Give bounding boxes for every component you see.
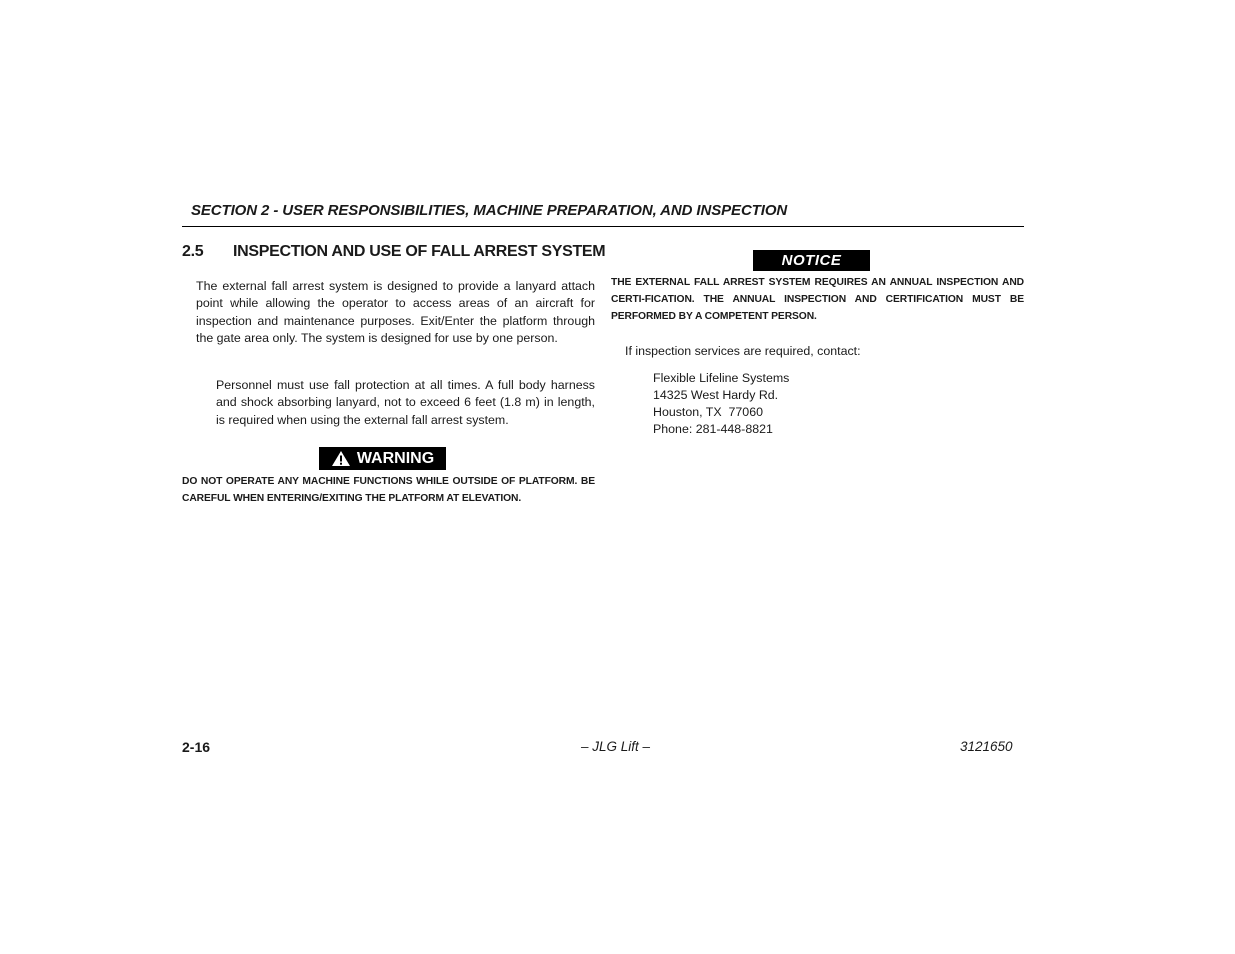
section-heading-title: INSPECTION AND USE OF FALL ARREST SYSTEM bbox=[233, 243, 606, 260]
intro-paragraph: The external fall arrest system is designed to provide a lanyard attach point while allowing the operator to access areas of an aircraft for inspection and maintenance purposes. Exit/Enter the platform through the gate area only. The system is designed for use by one person. bbox=[196, 279, 595, 345]
notice-label bbox=[753, 250, 870, 271]
section-title: SECTION 2 - USER RESPONSIBILITIES, MACHINE PREPARATION, AND INSPECTION bbox=[191, 202, 788, 219]
warning-label-text: WARNING bbox=[356, 449, 435, 467]
contact-company: Flexible Lifeline Systems bbox=[653, 371, 790, 385]
footer-doc-number: 3121650 bbox=[960, 739, 1013, 754]
notice-label-text: NOTICE bbox=[781, 252, 842, 269]
fall-protection-paragraph: Personnel must use fall protection at all times. A full body harness and shock absorbing lanyard, not to exceed 6 feet (1.8 m) in length, is required when using the external fall arrest system. bbox=[216, 378, 595, 427]
contact-intro: If inspection services are required, contact: bbox=[625, 344, 861, 358]
warning-triangle-icon bbox=[331, 450, 351, 467]
warning-label bbox=[319, 447, 446, 470]
warning-text: DO NOT OPERATE ANY MACHINE FUNCTIONS WHILE OUTSIDE OF PLATFORM. BE CAREFUL WHEN ENTERING/EXITING THE PLATFORM AT ELEVATION. bbox=[182, 476, 595, 505]
header-rule bbox=[182, 226, 1024, 227]
notice-text: THE EXTERNAL FALL ARREST SYSTEM REQUIRES AN ANNUAL INSPECTION AND CERTI-FICATION. THE ANNUAL INSPECTION AND CERTIFICATION MUST BE PERFORMED BY A COMPETENT PERSON. bbox=[611, 277, 1024, 323]
section-number: 2.5 bbox=[182, 243, 204, 260]
contact-street: 14325 West Hardy Rd. bbox=[653, 388, 779, 402]
contact-city: Houston, TX 77060 bbox=[653, 405, 763, 419]
footer-page-number: 2-16 bbox=[182, 739, 211, 755]
footer-center-title: – JLG Lift – bbox=[581, 739, 651, 754]
contact-phone: Phone: 281-448-8821 bbox=[653, 422, 773, 436]
section-heading bbox=[182, 243, 605, 261]
contact-address bbox=[653, 370, 789, 438]
